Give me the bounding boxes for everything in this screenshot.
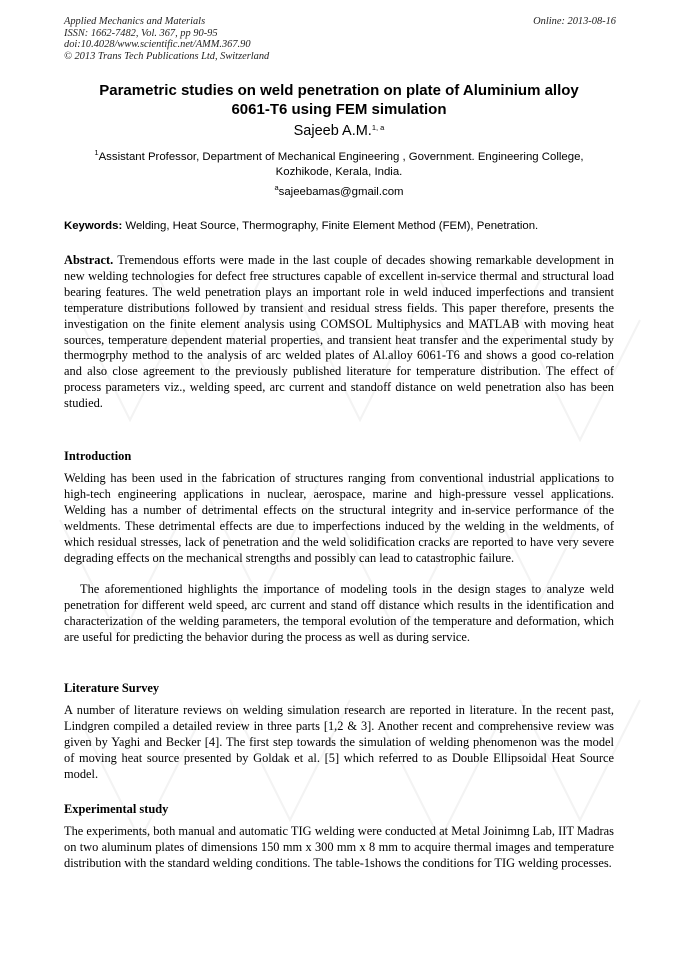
abstract-text: Tremendous efforts were made in the last couple of decades showing remarkable development in new welding technologies for defect free structures capable of excellent in-service thermal and structural load bearing features. The weld penetration plays an important role in weld induced imperfections and transient temperature distributions followed by transient and residual stress fields. This paper therefore, presents the investigation on the finite element analysis using COMSOL Multiphysics and MATLAB with moving heat sources, temperature dependent material properties, and transient heat transfer and the experimental study by thermogrphy method to the analysis of arc welded plates of Al.alloy 6061-T6 and shows a good co-relation and also close agreement to the previously published literature for temperature distribution. The effect of process parameters viz., welding speed, arc current and standoff distance on weld penetration also has been studied.	[64, 253, 614, 411]
keywords-label: Keywords:	[64, 220, 123, 232]
email-sup: a	[274, 183, 279, 192]
abstract-label: Abstract.	[64, 253, 114, 267]
email-address: sajeebamas@gmail.com	[278, 186, 404, 198]
literature-heading: Literature Survey	[64, 681, 160, 695]
affiliation-line-1	[64, 150, 614, 165]
introduction-paragraph-2: The aforementioned highlights the importance of modeling tools in the design stages to analyze weld penetration for different weld speed, arc current and stand off distance which results in the identification and characterization of the welding parameters, the temporal evolution of the temperature and deformation, which are useful for predicting the behavior during the process as well as during service.	[64, 582, 614, 644]
journal-issn: ISSN: 1662-7482, Vol. 367, pp 90-95	[64, 27, 218, 39]
paper-title	[64, 81, 614, 119]
affiliation-text-1: Assistant Professor, Department of Mechanical Engineering , Government. Engineering College,	[98, 151, 584, 163]
affiliation-line-2: Kozhikode, Kerala, India.	[275, 166, 403, 178]
journal-copyright: © 2013 Trans Tech Publications Ltd, Switzerland	[64, 50, 270, 62]
literature-paragraph-1: A number of literature reviews on welding simulation research are reported in literature. In the recent past, Lindgren compiled a detailed review in three parts [1,2 & 3]. Another recent and comprehensive review was given by Yaghi and Becker [4]. The first step towards the simulation of welding phenomenon was the model of moving heat source presented by Goldak et al. [5] which referred to as Double Ellipsoidal Heat Source model.	[64, 703, 614, 781]
title-line-2: 6061-T6 using FEM simulation	[231, 101, 447, 118]
author	[64, 123, 614, 139]
introduction-paragraph-1: Welding has been used in the fabrication of structures ranging from conventional industrial applications to high-tech engineering applications in nuclear, aerospace, marine and high-pressure vessel applications. Welding has a number of detrimental effects on the structural integrity and in-service performance of the weldments. These detrimental effects are due to imperfections induced by the welding in the weldments, of which residual stresses, lack of penetration and the weld solidification cracks are reported to have very severe degrading effects on the mechanical strengths and possibly can lead to catastrophic failure.	[64, 471, 614, 565]
journal-name: Applied Mechanics and Materials	[64, 16, 206, 27]
affiliation	[64, 150, 614, 180]
author-sup: 1, a	[371, 123, 385, 132]
experimental-paragraph-1: The experiments, both manual and automatic TIG welding were conducted at Metal Joinimng Lab, IIT Madras on two aluminum plates of dimensions 150 mm x 300 mm x 8 mm to acquire thermal images and temperature distribution with the standard welding conditions. The table-1shows the conditions for TIG welding processes.	[64, 824, 614, 870]
online-date: Online: 2013-08-16	[533, 16, 616, 27]
keywords-text: Welding, Heat Source, Thermography, Finite Element Method (FEM), Penetration.	[125, 220, 539, 232]
experimental-heading: Experimental study	[64, 802, 169, 816]
abstract	[64, 253, 614, 412]
journal-doi: doi:10.4028/www.scientific.net/AMM.367.90	[64, 39, 251, 51]
author-name: Sajeeb A.M.	[293, 123, 372, 139]
introduction-heading: Introduction	[64, 449, 132, 463]
affiliation-sup: 1	[94, 148, 99, 157]
author-email	[64, 183, 614, 198]
journal-header	[64, 16, 269, 62]
keywords	[64, 220, 616, 232]
title-line-1: Parametric studies on weld penetration on plate of Aluminium alloy	[99, 82, 579, 99]
